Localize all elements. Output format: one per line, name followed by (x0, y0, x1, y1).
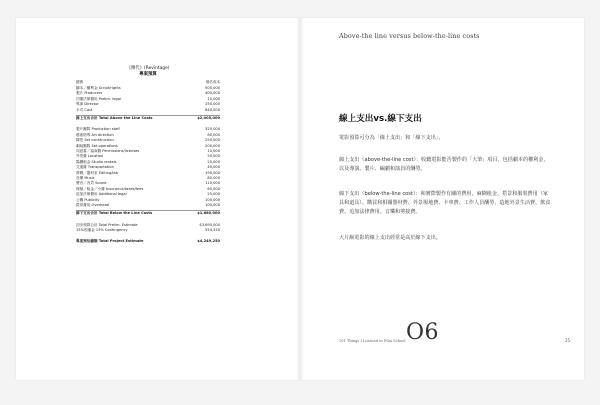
budget-title: 《傳代》(Revintage) (126, 66, 170, 71)
estimate-row-amount: 554,250 (205, 228, 220, 233)
budget-row-amount: 500,000 (205, 85, 220, 90)
budget-row-amount: 15,000 (207, 96, 220, 101)
below-line-total-row (76, 210, 220, 216)
budget-row-label: 音樂 Music (76, 176, 95, 180)
budget-row-label: 導演 Director (76, 102, 99, 107)
budget-subtitle: 專案預算 (139, 72, 157, 77)
budget-row-label: 經常費用 Overhead (76, 203, 110, 208)
estimate-row-label: 15%預備金 15% Contingency (76, 228, 128, 233)
book-title-footer: 101 Things I Learned in Film School (339, 339, 406, 343)
budget-row (76, 108, 220, 113)
running-title: Above-the line versus below-the-line costs (339, 32, 480, 40)
budget-row-amount: 190,000 (205, 170, 220, 175)
budget-row-amount: 100,000 (205, 197, 220, 202)
estimate-row-amount: $3,695,000 (199, 222, 220, 227)
paragraph-below-line: 線下支出（below-the-line cost）：和實際製作有關的費用，麻糊租金、搭景和服裝費用（家具和道具）、購買和相關器材費、外景場地費、卡車費、工作人員酬勞、造地外景生活費、飲食費、追加法律費用、音樂和剪接費。 (339, 191, 551, 216)
below-line-total-amount: $1,680,000 (197, 211, 220, 216)
budget-row-amount: 80,000 (207, 132, 220, 137)
budget-header-row (76, 80, 220, 85)
budget-row-label: 聲音／音效 Sound (76, 181, 107, 186)
budget-row-label: 卡司 Cast (76, 107, 93, 112)
estimate-row-label: 初步預算合計 Total Prelim. Estimate (76, 222, 138, 227)
budget-row-label: 製片 Producers (76, 91, 103, 96)
budget-row-label: 外景費 Location (76, 154, 104, 159)
budget-row-label: 追加法律費用 Additional legal (76, 192, 127, 197)
paragraph-conclusion: 大片級電影的線上支出經常是高於線下支出。 (339, 235, 441, 241)
budget-row-amount: 25,000 (207, 159, 220, 164)
above-line-total-row (76, 115, 220, 121)
budget-row-amount: 100,000 (205, 203, 220, 208)
project-total-amount: $4,249,250 (197, 238, 220, 243)
budget-row-amount: 110,000 (205, 181, 220, 186)
budget-row-label: 場棚租金 Studio rentals (76, 159, 117, 164)
project-total-row (76, 239, 220, 244)
budget-row-amount: 250,000 (205, 102, 220, 107)
above-line-total-label: 線上支出合計 Total Above the Line Costs (76, 115, 153, 120)
budget-row-amount: 840,000 (205, 107, 220, 112)
budget-row-label: 陳景 Set construction (76, 138, 114, 143)
budget-row-label: 腳本／權利金 Script/rights (76, 85, 121, 90)
above-line-total-amount: $2,005,000 (197, 115, 220, 120)
page-number: 25 (565, 338, 571, 343)
budget-row-label: 交通費 Transportation (76, 165, 114, 170)
budget-header-label: 總務 (76, 80, 84, 84)
budget-row-label: 初期法律費用 Prelim. legal (76, 96, 121, 101)
budget-row-label: 製片團隊 Production staff (76, 127, 120, 132)
budget-row-amount: 250,000 (205, 138, 220, 143)
paragraph-intro: 電影預算可分為「線上支出」和「線下支出」。 (339, 135, 444, 141)
budget-row-amount: 65,000 (207, 186, 220, 191)
section-title: 線上支出vs.線下支出 (339, 114, 422, 124)
book-spine (296, 18, 304, 380)
budget-table (76, 66, 220, 247)
budget-row-amount: 40,000 (207, 165, 220, 170)
below-line-total-label: 線下支出合計 Total Below the Line Costs (76, 211, 153, 216)
budget-row-label: 公關 Publicity (76, 197, 100, 202)
estimate-row (76, 228, 220, 233)
below-line-group (76, 127, 220, 208)
budget-row-label: 保險／稅金／小費 Insurance/taxes/fees (76, 186, 144, 191)
budget-row-amount: 80,000 (207, 176, 220, 180)
budget-row-label: 剪輯／器材室 Editing/lab (76, 170, 118, 175)
budget-row-amount: 10,000 (207, 148, 220, 153)
budget-row-amount: 400,000 (205, 91, 220, 96)
budget-row-amount: 25,000 (207, 192, 220, 197)
budget-row-label: 同意書／協商費 Permissions/licenses (76, 148, 140, 153)
budget-row-amount: 200,000 (205, 143, 220, 148)
project-total-label: 專案預估總額 Total Project Estimate (76, 238, 144, 243)
paragraph-above-line: 線上支出（above-the-line cost）：收聽電影能否製作的「大筆」項目，包括劇本的權利金，以及導演、製片、編劇和演員的酬勞。 (339, 157, 549, 173)
budget-header-amount: 預估成本 (205, 80, 220, 84)
budget-row (76, 203, 220, 208)
budget-row-label: 藝術指導 Art direction (76, 132, 114, 137)
estimate-group (76, 223, 220, 234)
chapter-number: O6 (406, 320, 440, 345)
budget-row-amount: 50,000 (207, 154, 220, 159)
budget-row-label: 劇組團隊 Set operations (76, 143, 118, 148)
above-line-group (76, 86, 220, 113)
budget-row-amount: 325,000 (205, 127, 220, 132)
